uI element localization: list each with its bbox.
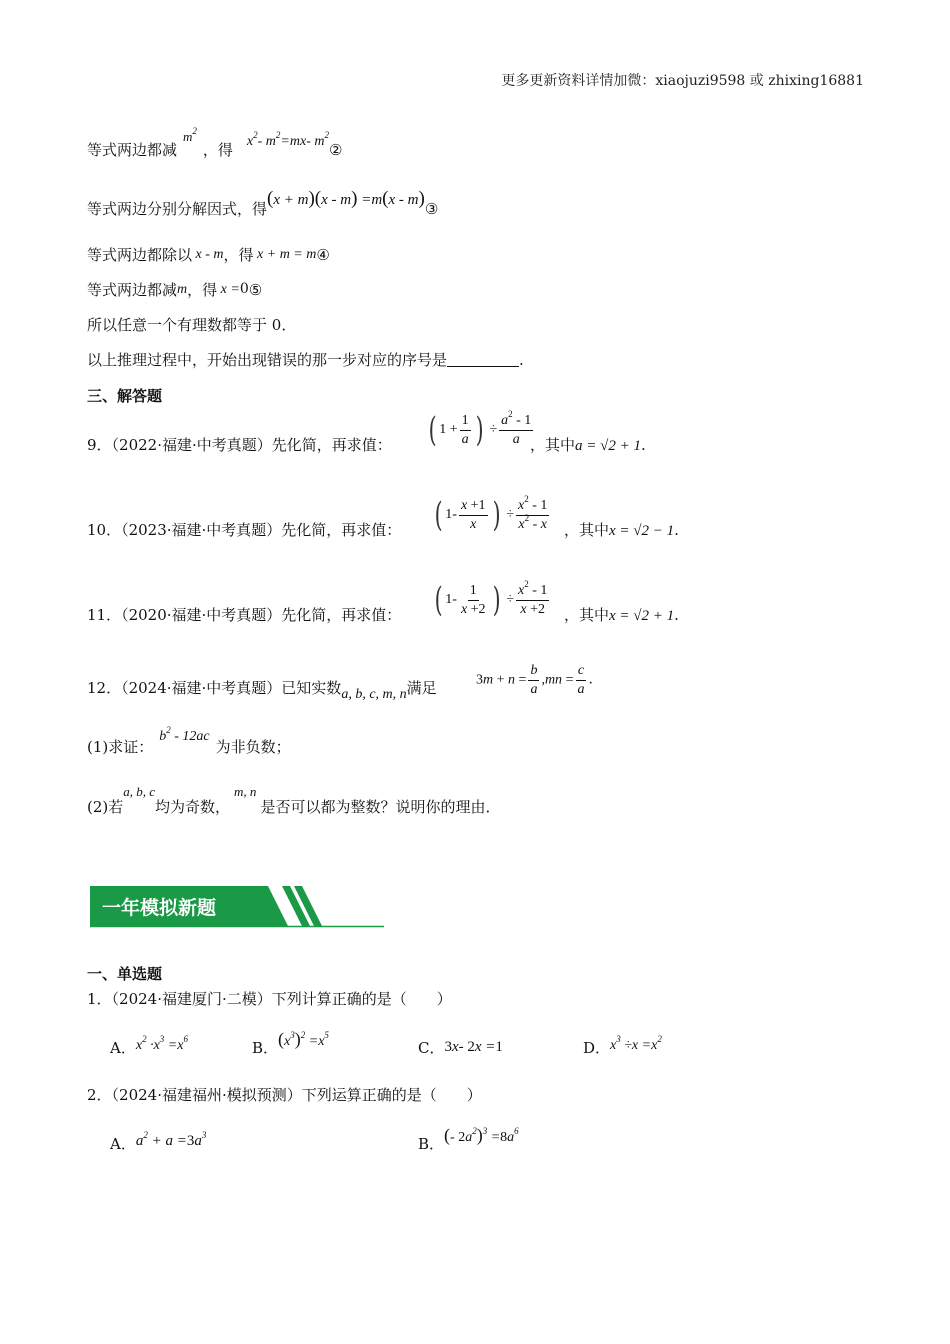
- q12-condition-expression: 3m + n = $\frac{b}{a}$ ,mn = $\frac{c}{a}$ ．: [476, 663, 603, 697]
- question-9: 9．（2022·福建·中考真题）先化简，再求值：: [87, 436, 392, 454]
- section-heading-1: 一、单选题: [87, 965, 163, 983]
- proof-step-5: 等式两边都减m，得 x =0⑤: [87, 281, 263, 299]
- proof-step-3: 等式两边分别分解因式，得(x + m)(x - m) =m(x - m)③: [87, 188, 439, 218]
- question-11: 11．（2020·福建·中考真题）先化简，再求值：: [87, 606, 402, 624]
- mc1-option-b[interactable]: B．$(x^3)^2 =x^5$: [252, 1029, 329, 1057]
- question-12-part1: (1)求证：$b^2 - 12ac$为非负数；: [87, 725, 291, 756]
- q9-condition: ，其中a = √2 + 1.: [530, 436, 646, 454]
- q11-condition: ，其中x = √2 + 1.: [564, 606, 679, 624]
- mc2-option-b[interactable]: B．(- $2a^2)^3 =8a^6$: [418, 1125, 519, 1153]
- proof-step-2: 等式两边都减$m^2$，得 $x^2-$ $m^2=mx-$ $m^2②$: [87, 126, 343, 159]
- conclusion-text: 所以任意一个有理数都等于 0．: [87, 316, 297, 334]
- mc1-option-c[interactable]: C．3x- 2x =1: [418, 1039, 503, 1057]
- page-header-note: 更多更新资料详情加微：xiaojuzi9598 或 zhixing16881: [501, 73, 864, 89]
- answer-blank[interactable]: [447, 352, 519, 367]
- q10-expression: ( 1- $\frac{x +1}{x}$ ) ÷ $\frac{x^2 - 1}{x^2 - x}$: [434, 493, 548, 535]
- section-heading-3: 三、解答题: [87, 387, 163, 405]
- section-banner: [88, 886, 384, 928]
- question-line: 以上推理过程中，开始出现错误的那一步对应的序号是 .: [87, 351, 524, 369]
- mc1-option-d[interactable]: D．$x^3 \div x =x^2$: [583, 1034, 662, 1057]
- banner-title: 一年模拟新题: [102, 897, 217, 919]
- mc-question-1: 1．（2024·福建厦门·二模）下列计算正确的是（ ）: [87, 990, 452, 1008]
- mc2-option-a[interactable]: A．$a^2 + a =3a^3$: [110, 1130, 207, 1153]
- q9-expression: ( 1 + $\frac{1}{a}$ ) ÷ $\frac{a^2 - 1}{a}$: [428, 408, 532, 450]
- mc1-option-a[interactable]: A．$x^2 \cdot x^3 =x^6$: [110, 1034, 188, 1057]
- question-12: 12．（2024·福建·中考真题）已知实数a, b, c, m, n满足: [87, 679, 437, 702]
- question-12-part2: (2)若a, b, c均为奇数，m, n是否可以都为整数？说明你的理由．: [87, 784, 501, 816]
- proof-step-4: 等式两边都除以 x - m，得 x + m = m④: [87, 246, 330, 264]
- question-10: 10．（2023·福建·中考真题）先化简，再求值：: [87, 521, 402, 539]
- q11-expression: ( 1- $\frac{1}{x +2}$ ) ÷ $\frac{x^2 - 1}{x +2}$: [434, 578, 548, 620]
- mc-question-2: 2．（2024·福建福州·模拟预测）下列运算正确的是（ ）: [87, 1086, 482, 1104]
- q10-condition: ，其中x = √2 − 1.: [564, 521, 679, 539]
